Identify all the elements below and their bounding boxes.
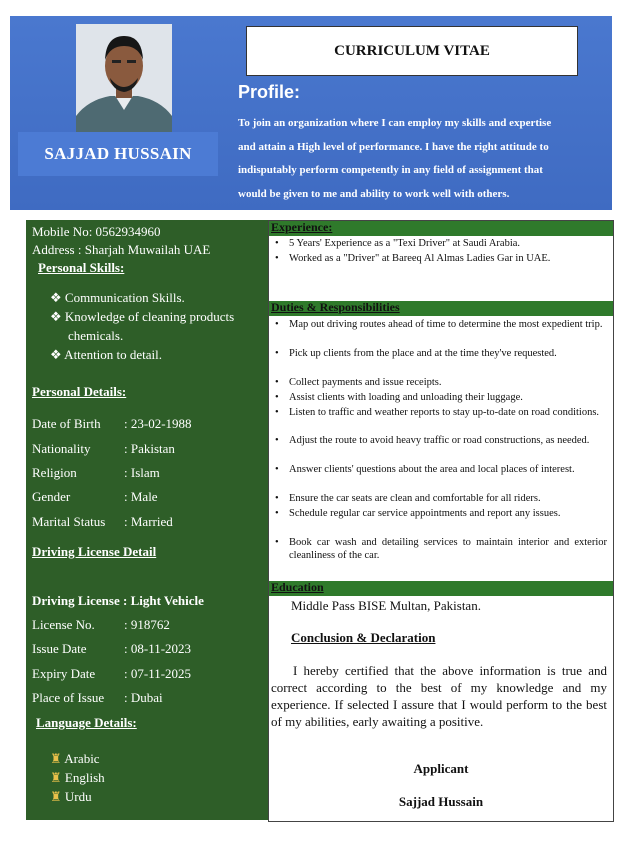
applicant-label: Applicant [413,761,469,776]
education-text: Middle Pass BISE Multan, Pakistan. [291,598,481,613]
profile-line: indisputably perform competently in any field of assignment that [238,164,543,176]
language-name: Urdu [64,789,92,804]
cv-title: CURRICULUM VITAE [246,26,578,76]
license-label: License No. [32,617,95,632]
detail-label: Date of Birth [32,416,101,431]
profile-line: To join an organization where I can employ my skills and expertise [238,117,552,129]
language-icon: ♜ [50,770,62,785]
license-value: : 08-11-2023 [124,641,192,656]
detail-value: : Pakistan [124,441,175,456]
skill-item: ❖ Communication Skills. [50,290,185,305]
education-heading: Education [271,580,324,594]
profile-line: and attain a High level of performance. I have the right attitude to [238,140,549,153]
right-column [268,220,614,822]
duties-bar [269,301,613,316]
duty-item: • Map out driving routes ahead of time to determine the most expedient trip. [289,318,607,331]
language-icon: ♜ [50,751,62,766]
address: Address : Sharjah Muwailah UAE [32,242,211,257]
language-heading: Language Details: [36,715,137,730]
header-banner [10,16,612,210]
license-value: : 918762 [124,617,170,632]
applicant-name: Sajjad Hussain [398,794,484,809]
license-label: Issue Date [32,641,87,656]
detail-value: : 23-02-1988 [124,416,192,431]
duty-item: • Adjust the route to avoid heavy traffic or road constructions, as needed. [289,434,607,447]
duty-item: • Pick up clients from the place and at the time they've requested. [289,347,607,360]
language-item [50,770,105,786]
language-icon: ♜ [50,789,62,804]
profile-heading: Profile: [238,82,301,102]
detail-label: Nationality [32,441,91,456]
mobile-number: Mobile No: 0562934960 [32,224,161,239]
duty-item: • Listen to traffic and weather reports to stay up-to-date on road conditions. [289,406,607,419]
left-column [26,220,268,820]
license-value: : 07-11-2025 [124,666,192,681]
cv-page [8,16,612,836]
license-label: Place of Issue [32,690,105,705]
detail-label: Religion [32,465,77,480]
detail-value: : Islam [124,465,160,480]
skill-item: ❖ Knowledge of cleaning products [50,309,235,324]
education-bar [269,581,613,596]
detail-value: : Male [124,489,158,504]
language-item [50,751,100,767]
experience-heading: Experience: [271,220,333,234]
profile-photo [76,24,172,134]
personal-details-heading: Personal Details: [32,384,127,399]
driving-license-heading: Driving License Detail [32,544,157,559]
duty-item: • Schedule regular car service appointments and report any issues. [289,507,607,520]
duty-item: • Collect payments and issue receipts. [289,376,607,389]
candidate-name: SAJJAD HUSSAIN [18,132,218,176]
duty-item: • Answer clients' questions about the area and local places of interest. [289,463,607,476]
personal-skills-heading: Personal Skills: [38,260,125,275]
skill-item: chemicals. [68,328,124,343]
language-item [50,789,92,805]
license-value: : Dubai [124,690,163,705]
experience-bar [269,221,613,236]
experience-item: • 5 Years' Experience as a "Texi Driver" at Saudi Arabia. [289,237,607,250]
language-name: Arabic [64,751,100,766]
profile-line: would be given to me and ability to work well with others. [238,187,510,200]
language-name: English [64,770,105,785]
duty-item: • Ensure the car seats are clean and comfortable for all riders. [289,492,607,505]
conclusion-text: I hereby certified that the above information is true and correct according to the best of my knowledge and my experience. If selected I assure that I would perform to the best of my abilities, early awaiting a positive. [271,663,607,729]
duty-item: • Book car wash and detailing services to maintain interior and exterior cleanliness of the car. [289,536,607,562]
duties-heading: Duties & Responsibilities [271,300,400,314]
conclusion-heading: Conclusion & Declaration [291,630,436,645]
profile-text [238,112,598,206]
license-label: Expiry Date [32,666,96,681]
detail-label: Gender [32,489,71,504]
detail-label: Marital Status [32,514,106,529]
driving-license-type: Driving License : Light Vehicle [32,593,204,608]
experience-item: • Worked as a "Driver" at Bareeq Al Almas Ladies Gar in UAE. [289,252,607,265]
duty-item: • Assist clients with loading and unloading their luggage. [289,391,607,404]
skill-item: ❖ Attention to detail. [50,347,163,362]
detail-value: : Married [124,514,173,529]
